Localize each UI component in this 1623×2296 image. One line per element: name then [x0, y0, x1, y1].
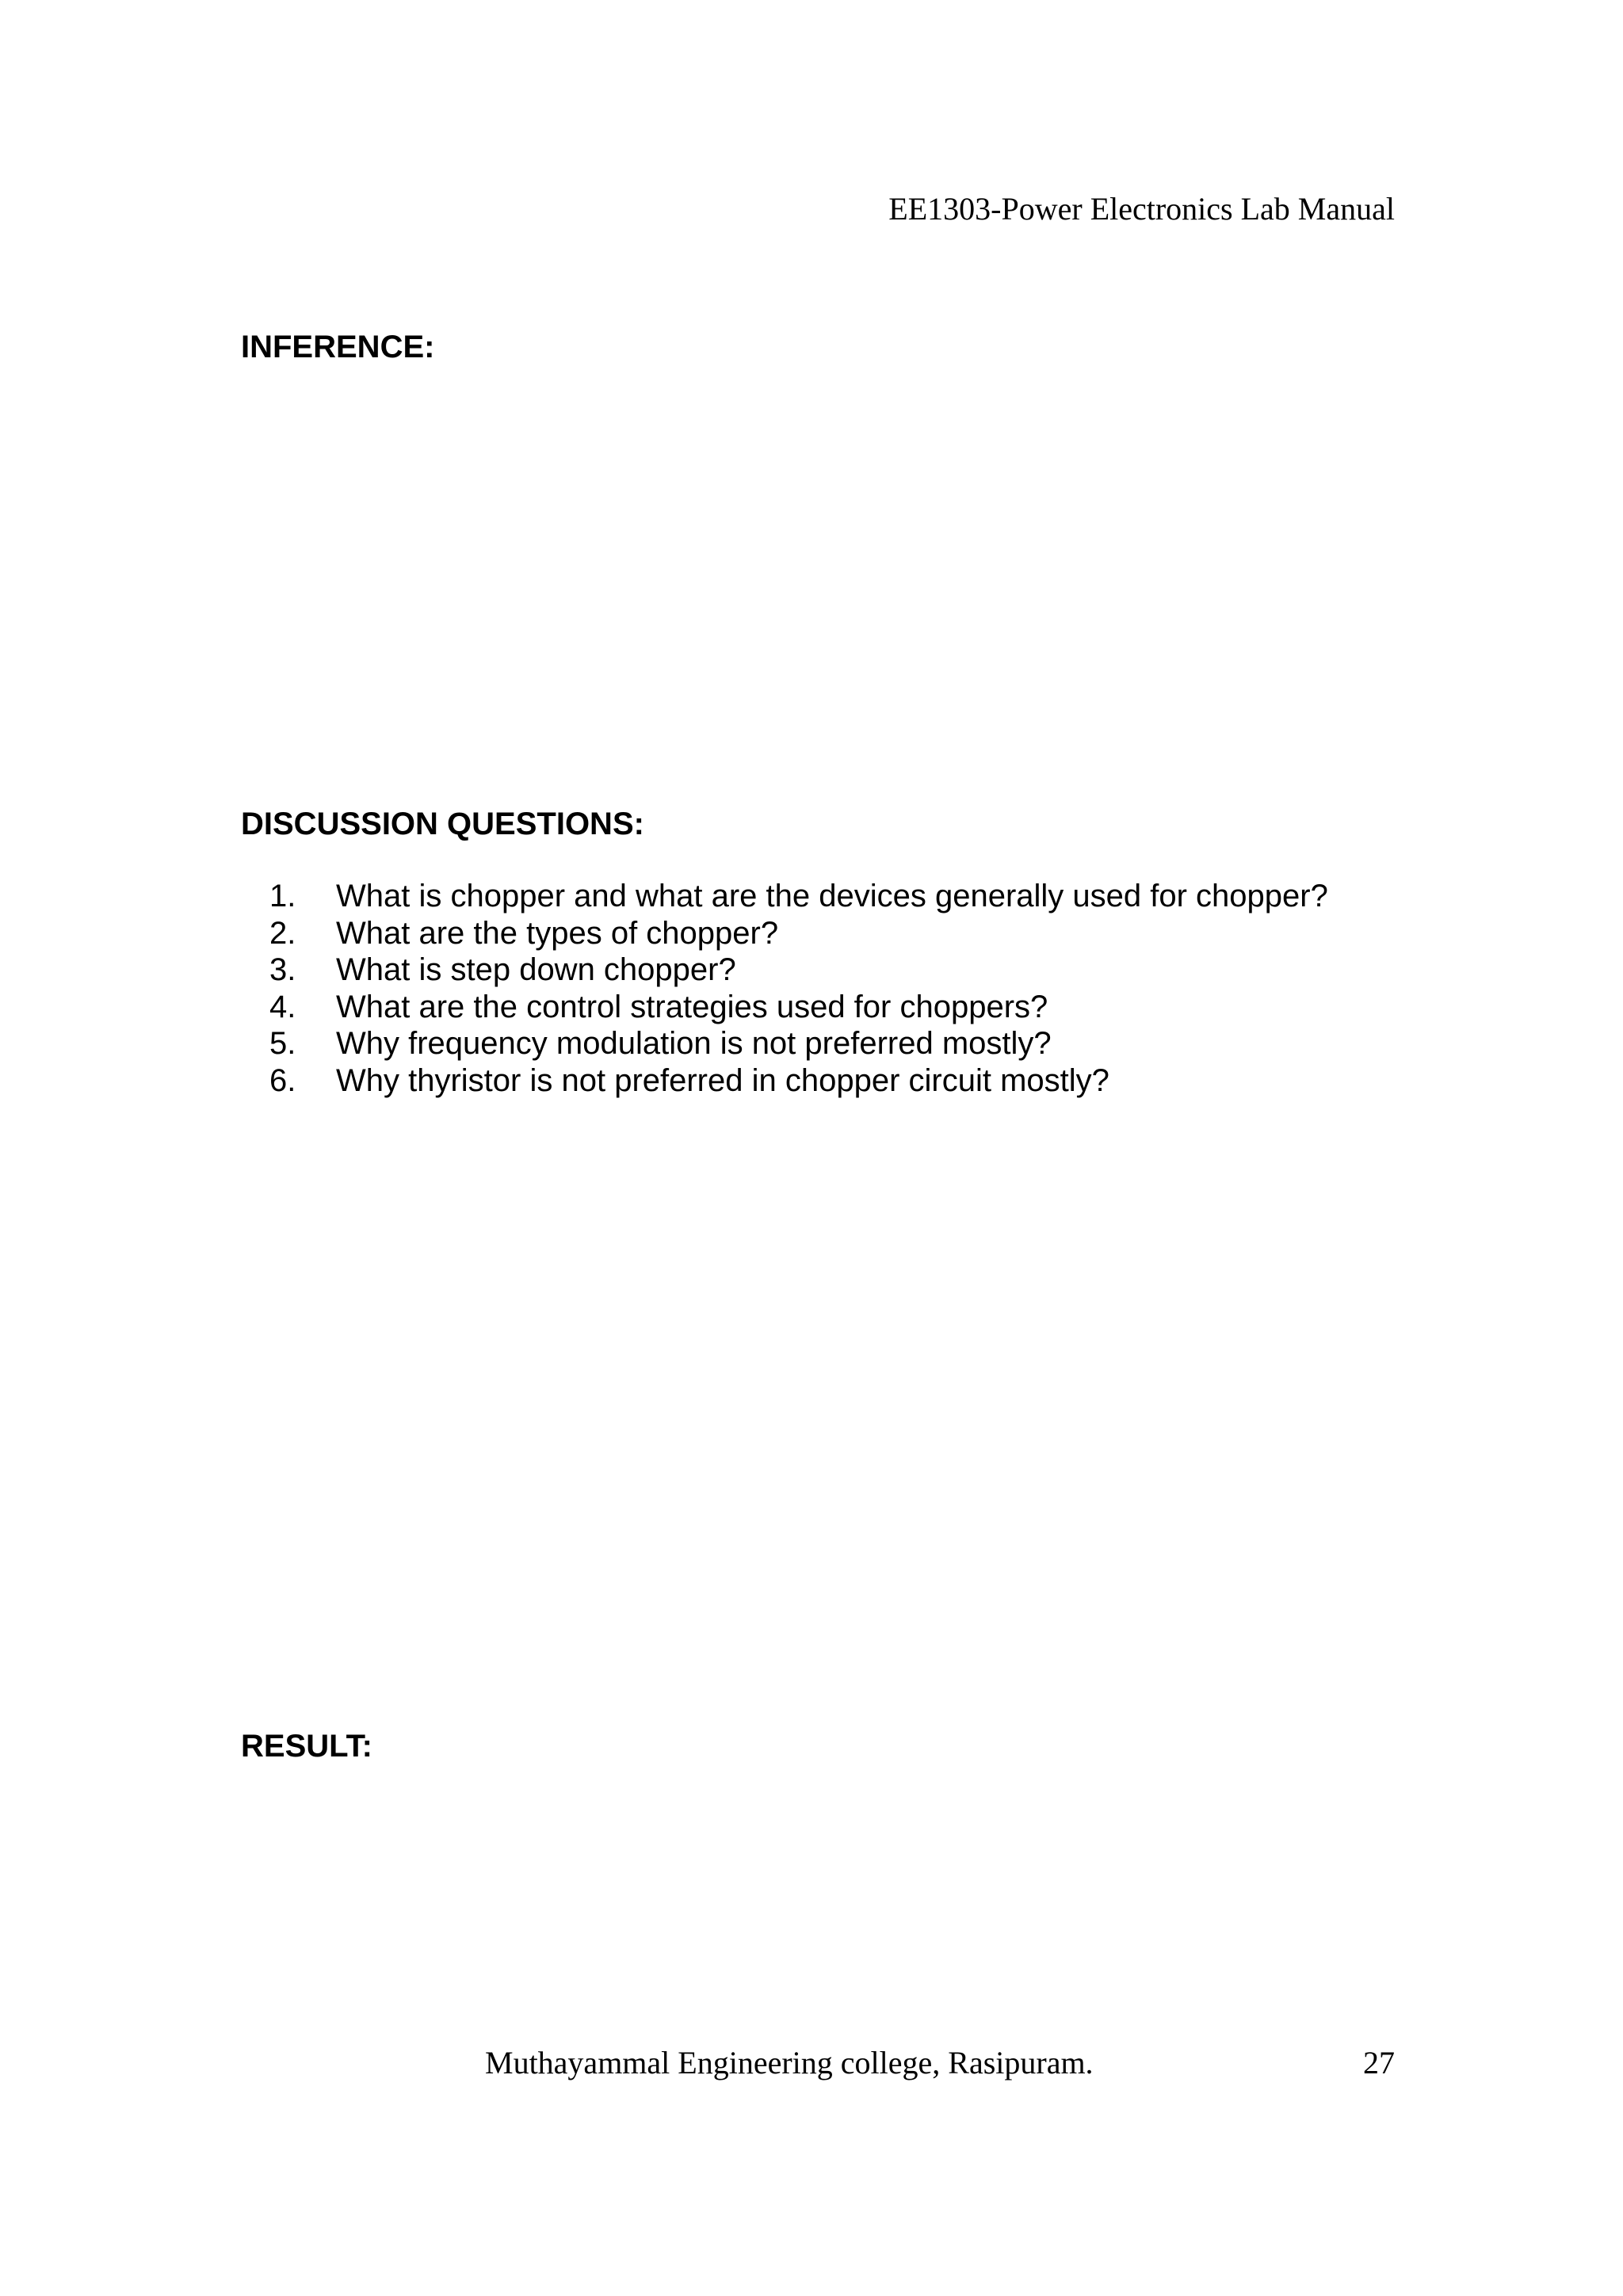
page-number: 27 [1363, 2045, 1395, 2081]
question-text: What is step down chopper? [336, 952, 736, 987]
discussion-questions-heading: DISCUSSION QUESTIONS: [241, 807, 644, 841]
discussion-questions-list [269, 878, 1328, 1099]
question-number: 1. [269, 879, 296, 913]
list-item [269, 952, 1328, 989]
question-number: 6. [269, 1062, 296, 1098]
footer-institution: Muthayammal Engineering college, Rasipuram. [485, 2045, 1094, 2081]
question-number: 4. [269, 989, 296, 1024]
result-heading: RESULT: [241, 1729, 372, 1764]
list-item [269, 989, 1328, 1026]
question-text: What are the control strategies used for choppers? [336, 989, 1048, 1024]
question-number: 2. [269, 915, 296, 951]
question-text: Why frequency modulation is not preferred mostly? [336, 1026, 1052, 1061]
list-item [269, 1062, 1328, 1100]
question-number: 3. [269, 952, 296, 987]
document-header-title: EE1303-Power Electronics Lab Manual [888, 191, 1395, 227]
list-item [269, 878, 1328, 915]
question-text: What are the types of chopper? [336, 915, 779, 951]
list-item [269, 1025, 1328, 1062]
list-item [269, 915, 1328, 952]
inference-heading: INFERENCE: [241, 330, 435, 364]
question-text: What is chopper and what are the devices generally used for chopper? [336, 879, 1328, 913]
question-number: 5. [269, 1026, 296, 1061]
question-text: Why thyristor is not preferred in chopper circuit mostly? [336, 1062, 1109, 1098]
